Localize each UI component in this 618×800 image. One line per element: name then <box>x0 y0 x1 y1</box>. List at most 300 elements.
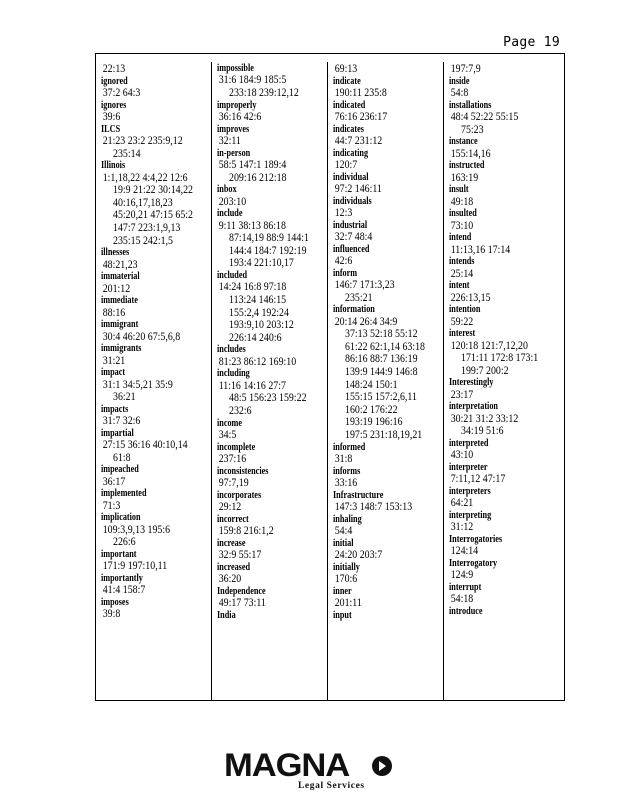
index-refs <box>217 573 328 586</box>
index-term: ignored <box>101 75 128 87</box>
page-line-reference: 148:24 150:1 <box>345 378 398 391</box>
index-column-2 <box>217 63 328 696</box>
index-term: Independence <box>217 585 266 597</box>
index-refs <box>449 521 561 534</box>
index-entry <box>449 534 561 558</box>
index-refs <box>333 477 443 490</box>
index-refs <box>101 476 212 489</box>
index-term: inner <box>333 585 352 597</box>
index-refs <box>449 473 561 486</box>
index-entry <box>449 76 561 100</box>
index-entry <box>449 377 561 401</box>
page-line-reference: 42:6 <box>334 255 353 267</box>
index-refs <box>333 183 443 196</box>
index-term: increase <box>217 537 246 549</box>
page-line-reference: 197:7,9 <box>450 63 481 75</box>
index-entry <box>101 343 212 367</box>
index-term: interpreters <box>449 485 491 497</box>
page-line-reference: 73:10 <box>450 219 474 232</box>
index-entry <box>333 268 443 305</box>
index-refs <box>101 584 212 597</box>
index-entry <box>101 76 212 100</box>
page-line-reference: 31:6 184:9 185:5 <box>218 74 287 87</box>
index-entry <box>449 280 561 304</box>
index-term: insult <box>449 184 469 196</box>
page-line-reference: 31:7 32:6 <box>102 415 141 428</box>
index-term: improves <box>217 123 250 135</box>
index-term: instance <box>449 136 478 148</box>
page-line-reference: 226:13,15 <box>450 291 491 304</box>
index-term: interpretation <box>449 401 498 413</box>
index-refs <box>333 135 443 148</box>
index-entry <box>101 573 212 597</box>
index-entry <box>449 136 561 160</box>
index-entry <box>217 344 328 368</box>
page-line-reference: 11:16 14:16 27:7 <box>218 379 286 392</box>
index-refs <box>449 148 561 161</box>
page-line-reference: 34:5 <box>218 428 237 441</box>
index-entry <box>333 442 443 466</box>
index-refs <box>101 111 212 124</box>
index-term: immediate <box>101 295 138 307</box>
page-line-reference: 75:23 <box>461 123 484 136</box>
page-line-reference: 33:16 <box>334 476 358 489</box>
index-refs <box>333 453 443 466</box>
index-refs <box>449 545 561 558</box>
index-refs <box>449 316 561 329</box>
page-number: Page 19 <box>503 35 560 50</box>
index-refs <box>101 259 212 272</box>
logo-subtitle: Legal Services <box>298 781 365 791</box>
page-line-reference: 235:15 242:1,5 <box>113 234 173 247</box>
index-entry <box>333 196 443 220</box>
page-line-reference: 144:4 184:7 192:19 <box>229 244 307 257</box>
index-entry <box>449 184 561 208</box>
index-entry <box>333 76 443 100</box>
index-refs <box>101 135 212 160</box>
index-refs <box>217 525 328 538</box>
index-term: includes <box>217 344 246 356</box>
index-refs <box>217 196 328 209</box>
index-entry <box>333 586 443 610</box>
index-refs <box>333 87 443 100</box>
index-term: implemented <box>101 488 147 500</box>
index-term: increased <box>217 561 251 573</box>
index-term: impacts <box>101 403 129 415</box>
page-line-reference: 69:13 <box>334 63 358 75</box>
page-line-reference: 36:21 <box>113 391 136 404</box>
index-term: Infrastructure <box>333 489 384 501</box>
index-entry <box>217 442 328 466</box>
index-refs <box>101 283 212 296</box>
page-line-reference: 124:14 <box>450 545 479 558</box>
index-entry <box>101 404 212 428</box>
index-refs <box>101 608 212 621</box>
index-refs <box>217 501 328 514</box>
page-line-reference: 54:4 <box>334 524 353 537</box>
index-term: illnesses <box>101 247 130 259</box>
page-line-reference: 29:12 <box>218 500 242 513</box>
index-entry <box>333 100 443 124</box>
page-line-reference: 193:4 221:10,17 <box>229 257 294 270</box>
page-line-reference: 27:15 36:16 40:10,14 <box>102 439 188 452</box>
index-refs <box>101 307 212 320</box>
index-entry <box>449 100 561 137</box>
page-line-reference: 232:6 <box>229 404 252 417</box>
page-line-reference: 36:17 <box>102 475 126 488</box>
index-term: inform <box>333 267 358 279</box>
page-line-reference: 31:21 <box>102 354 126 367</box>
page-line-reference: 86:16 88:7 136:19 <box>345 353 418 366</box>
index-term: impossible <box>217 63 254 74</box>
index-entry <box>217 148 328 185</box>
index-refs <box>449 220 561 233</box>
index-entry <box>449 401 561 438</box>
index-refs <box>449 593 561 606</box>
page-line-reference: 97:2 146:11 <box>334 183 382 195</box>
index-term: inconsistencies <box>217 465 269 477</box>
index-term: impeached <box>101 464 139 476</box>
index-entry <box>333 466 443 490</box>
index-term: information <box>333 304 375 316</box>
page-line-reference: 30:4 46:20 67:5,6,8 <box>102 330 181 343</box>
index-refs <box>101 172 212 248</box>
index-refs <box>217 429 328 442</box>
index-entry <box>333 148 443 172</box>
index-refs <box>449 172 561 185</box>
index-entry <box>217 418 328 442</box>
page-line-reference: 97:7,19 <box>218 476 249 489</box>
index-entry <box>333 538 443 562</box>
page-line-reference: 120:18 121:7,12,20 <box>450 339 528 352</box>
index-entry <box>333 514 443 538</box>
page-line-reference: 12:3 <box>334 207 353 219</box>
page-line-reference: 190:11 235:8 <box>334 87 387 99</box>
index-term: India <box>217 609 236 621</box>
index-entry <box>101 464 212 488</box>
index-refs <box>217 380 328 418</box>
page-line-reference: 147:3 148:7 153:13 <box>334 500 413 513</box>
page-line-reference: 155:15 157:2,6,11 <box>345 391 417 404</box>
index-refs <box>217 356 328 369</box>
index-refs <box>217 74 328 99</box>
page-line-reference: 109:3,9,13 195:6 <box>102 523 171 536</box>
index-entry <box>333 562 443 586</box>
page-line-reference: 48:5 156:23 159:22 <box>229 392 307 405</box>
index-refs <box>333 255 443 268</box>
index-entry <box>333 220 443 244</box>
logo-wordmark: MAGNA <box>224 747 350 783</box>
index-term: interpreted <box>449 437 489 449</box>
index-term: interpreter <box>449 461 488 473</box>
index-refs <box>449 413 561 438</box>
page-line-reference: 81:23 86:12 169:10 <box>218 355 297 368</box>
page-line-reference: 45:20,21 47:15 65:2 <box>113 209 193 222</box>
index-term: including <box>217 368 250 380</box>
page-line-reference: 14:24 16:8 97:18 <box>218 281 287 294</box>
index-entry <box>217 63 328 100</box>
index-entry <box>101 512 212 549</box>
index-entry <box>333 244 443 268</box>
index-term: included <box>217 269 248 281</box>
page-line-reference: 88:16 <box>102 306 126 319</box>
index-entry <box>217 100 328 124</box>
index-entry <box>101 295 212 319</box>
page-line-reference: 19:9 21:22 30:14,22 <box>113 184 193 197</box>
page-line-reference: 87:14,19 88:9 144:1 <box>229 232 309 245</box>
index-refs <box>333 525 443 538</box>
page-line-reference: 7:11,12 47:17 <box>450 473 506 486</box>
page-line-reference: 32:11 <box>218 135 241 147</box>
index-term: informs <box>333 465 361 477</box>
page-line-reference: 54:8 <box>450 87 469 99</box>
index-refs <box>449 196 561 209</box>
index-refs <box>333 279 443 304</box>
index-entry <box>217 368 328 417</box>
page-line-reference: 233:18 239:12,12 <box>229 87 299 99</box>
play-arrow-icon <box>372 756 392 776</box>
index-refs <box>101 87 212 100</box>
index-term: interrupt <box>449 581 482 593</box>
index-entry <box>217 184 328 208</box>
page-line-reference: 159:8 216:1,2 <box>218 524 274 537</box>
page-line-reference: 25:14 <box>450 267 474 280</box>
index-refs <box>101 379 212 404</box>
index-refs <box>333 597 443 610</box>
page-line-reference: 32:7 48:4 <box>334 231 373 243</box>
page-line-reference: 160:2 176:22 <box>345 403 398 416</box>
index-refs <box>449 87 561 100</box>
index-refs <box>101 415 212 428</box>
index-refs <box>217 477 328 490</box>
index-entry <box>449 232 561 256</box>
index-entry <box>333 172 443 196</box>
column-divider <box>327 62 328 700</box>
index-entry <box>217 610 328 621</box>
index-term: in-person <box>217 147 251 159</box>
page-line-reference: 113:24 146:15 <box>229 293 287 306</box>
index-term: insulted <box>449 208 477 220</box>
index-entry <box>333 304 443 441</box>
index-entry <box>217 124 328 148</box>
index-entry <box>449 558 561 582</box>
page-line-reference: 34:19 51:6 <box>461 425 504 438</box>
page-line-reference: 31:12 <box>450 521 474 534</box>
index-entry <box>217 538 328 562</box>
index-term: informed <box>333 441 366 453</box>
index-refs <box>333 159 443 172</box>
page-line-reference: 36:20 <box>218 572 242 585</box>
index-term: immigrants <box>101 343 142 355</box>
index-term: incorporates <box>217 489 262 501</box>
index-term: inbox <box>217 184 237 196</box>
page-line-reference: 1:1,18,22 4:4,22 12:6 <box>102 171 188 184</box>
index-term: immigrant <box>101 319 139 331</box>
index-term: installations <box>449 99 492 111</box>
index-entry <box>449 160 561 184</box>
index-term: intends <box>449 256 475 268</box>
index-refs <box>217 220 328 270</box>
index-entry <box>449 328 561 377</box>
page-line-reference: 71:3 <box>102 499 121 512</box>
index-entry <box>449 304 561 328</box>
index-entry <box>217 562 328 586</box>
page-line-reference: 193:19 196:16 <box>345 416 403 429</box>
page-line-reference: 49:18 <box>450 195 474 208</box>
index-term: intend <box>449 232 472 244</box>
index-term: income <box>217 417 243 429</box>
index-entry <box>101 428 212 465</box>
index-entry <box>101 367 212 404</box>
page-line-reference: 24:20 203:7 <box>334 548 383 561</box>
index-entry <box>333 124 443 148</box>
index-refs <box>101 355 212 368</box>
index-entry <box>217 270 328 344</box>
page-line-reference: 48:4 52:22 55:15 <box>450 111 519 123</box>
page-line-reference: 31:8 <box>334 452 353 465</box>
page-line-reference: 41:4 158:7 <box>102 584 146 597</box>
page-line-reference: 61:8 <box>113 451 131 464</box>
page-line-reference: 203:10 <box>218 195 247 208</box>
index-entry <box>449 582 561 606</box>
page-line-reference: 44:7 231:12 <box>334 135 383 147</box>
page-line-reference: 11:13,16 17:14 <box>450 243 511 256</box>
page-line-reference: 120:7 <box>334 159 358 171</box>
page-line-reference: 21:23 23:2 235:9,12 <box>102 135 183 147</box>
index-refs <box>449 497 561 510</box>
index-entry <box>449 486 561 510</box>
index-refs <box>333 111 443 124</box>
page-line-reference: 146:7 171:3,23 <box>334 279 395 291</box>
index-refs <box>101 560 212 573</box>
index-refs <box>217 597 328 610</box>
index-refs <box>217 111 328 124</box>
index-term: importantly <box>101 572 143 584</box>
index-column-3 <box>333 63 443 696</box>
page-line-reference: 61:22 62:1,14 63:18 <box>345 340 425 353</box>
index-entry <box>101 63 212 76</box>
index-column-4 <box>449 63 561 696</box>
index-entry <box>101 549 212 573</box>
index-entry <box>217 586 328 610</box>
page-line-reference: 147:7 223:1,9,13 <box>113 221 181 234</box>
index-term: input <box>333 609 352 621</box>
page-line-reference: 37:13 52:18 55:12 <box>345 328 418 341</box>
page-line-reference: 235:14 <box>113 147 141 160</box>
page-line-reference: 54:18 <box>450 593 474 606</box>
index-refs <box>217 549 328 562</box>
index-entry <box>217 490 328 514</box>
index-refs <box>449 292 561 305</box>
page-line-reference: 171:9 197:10,11 <box>102 560 168 573</box>
page-line-reference: 124:9 <box>450 569 474 582</box>
index-term: instructed <box>449 160 485 172</box>
index-refs <box>217 159 328 184</box>
index-refs <box>217 281 328 344</box>
index-term: Interestingly <box>449 377 494 389</box>
page-line-reference: 20:14 26:4 34:9 <box>334 315 398 328</box>
index-term: incomplete <box>217 441 256 453</box>
index-entry <box>101 160 212 247</box>
page-line-reference: 59:22 <box>450 315 474 328</box>
index-term: important <box>101 548 137 560</box>
index-term: Interrogatories <box>449 533 503 545</box>
index-column-1 <box>101 63 212 696</box>
page-line-reference: 39:8 <box>102 608 121 621</box>
index-refs <box>101 500 212 513</box>
index-term: individual <box>333 171 369 183</box>
page-line-reference: 201:11 <box>334 596 362 609</box>
index-term: Illinois <box>101 160 126 172</box>
index-entry <box>449 462 561 486</box>
index-refs <box>449 268 561 281</box>
index-entry <box>449 438 561 462</box>
index-refs <box>449 340 561 378</box>
index-refs <box>217 453 328 466</box>
page-line-reference: 201:12 <box>102 282 131 295</box>
index-term: introduce <box>449 605 483 617</box>
index-term: indicates <box>333 123 364 135</box>
index-refs <box>101 439 212 464</box>
index-refs <box>449 569 561 582</box>
column-divider <box>211 62 212 700</box>
index-entry <box>449 256 561 280</box>
index-term: imposes <box>101 596 129 608</box>
index-term: include <box>217 208 243 220</box>
page-line-reference: 22:13 <box>102 63 126 75</box>
index-entry <box>101 100 212 124</box>
index-refs <box>449 244 561 257</box>
index-entry <box>101 597 212 621</box>
index-refs <box>333 316 443 442</box>
index-term: impartial <box>101 427 134 439</box>
page-line-reference: 23:17 <box>450 388 474 401</box>
index-term: initial <box>333 537 354 549</box>
page-line-reference: 40:16,17,18,23 <box>113 196 173 209</box>
index-entry <box>449 606 561 617</box>
index-term: influenced <box>333 243 370 255</box>
page-line-reference: 64:21 <box>450 497 474 510</box>
index-term: indicate <box>333 75 361 87</box>
page-line-reference: 9:11 38:13 86:18 <box>218 219 286 232</box>
page-line-reference: 76:16 236:17 <box>334 111 388 123</box>
index-term: indicated <box>333 99 366 111</box>
page-line-reference: 31:1 34:5,21 35:9 <box>102 378 173 391</box>
index-term: inside <box>449 75 470 87</box>
index-refs <box>101 331 212 344</box>
index-refs <box>333 63 443 76</box>
index-entry <box>217 514 328 538</box>
page-line-reference: 155:14,16 <box>450 147 491 160</box>
index-term: ignores <box>101 99 127 111</box>
index-entry <box>449 510 561 534</box>
index-refs <box>333 231 443 244</box>
page-line-reference: 58:5 147:1 189:4 <box>218 159 287 171</box>
page-line-reference: 209:16 212:18 <box>229 171 287 184</box>
page-line-reference: 36:16 42:6 <box>218 111 262 123</box>
index-entry <box>101 319 212 343</box>
index-entry <box>217 208 328 270</box>
page-line-reference: 226:6 <box>113 536 136 549</box>
index-term: intention <box>449 304 481 316</box>
index-term: intent <box>449 280 470 292</box>
page-line-reference: 163:19 <box>450 171 479 184</box>
index-entry <box>101 488 212 512</box>
index-entry <box>101 124 212 161</box>
index-refs <box>217 135 328 148</box>
index-term: incorrect <box>217 513 249 525</box>
page-line-reference: 49:17 73:11 <box>218 596 266 609</box>
